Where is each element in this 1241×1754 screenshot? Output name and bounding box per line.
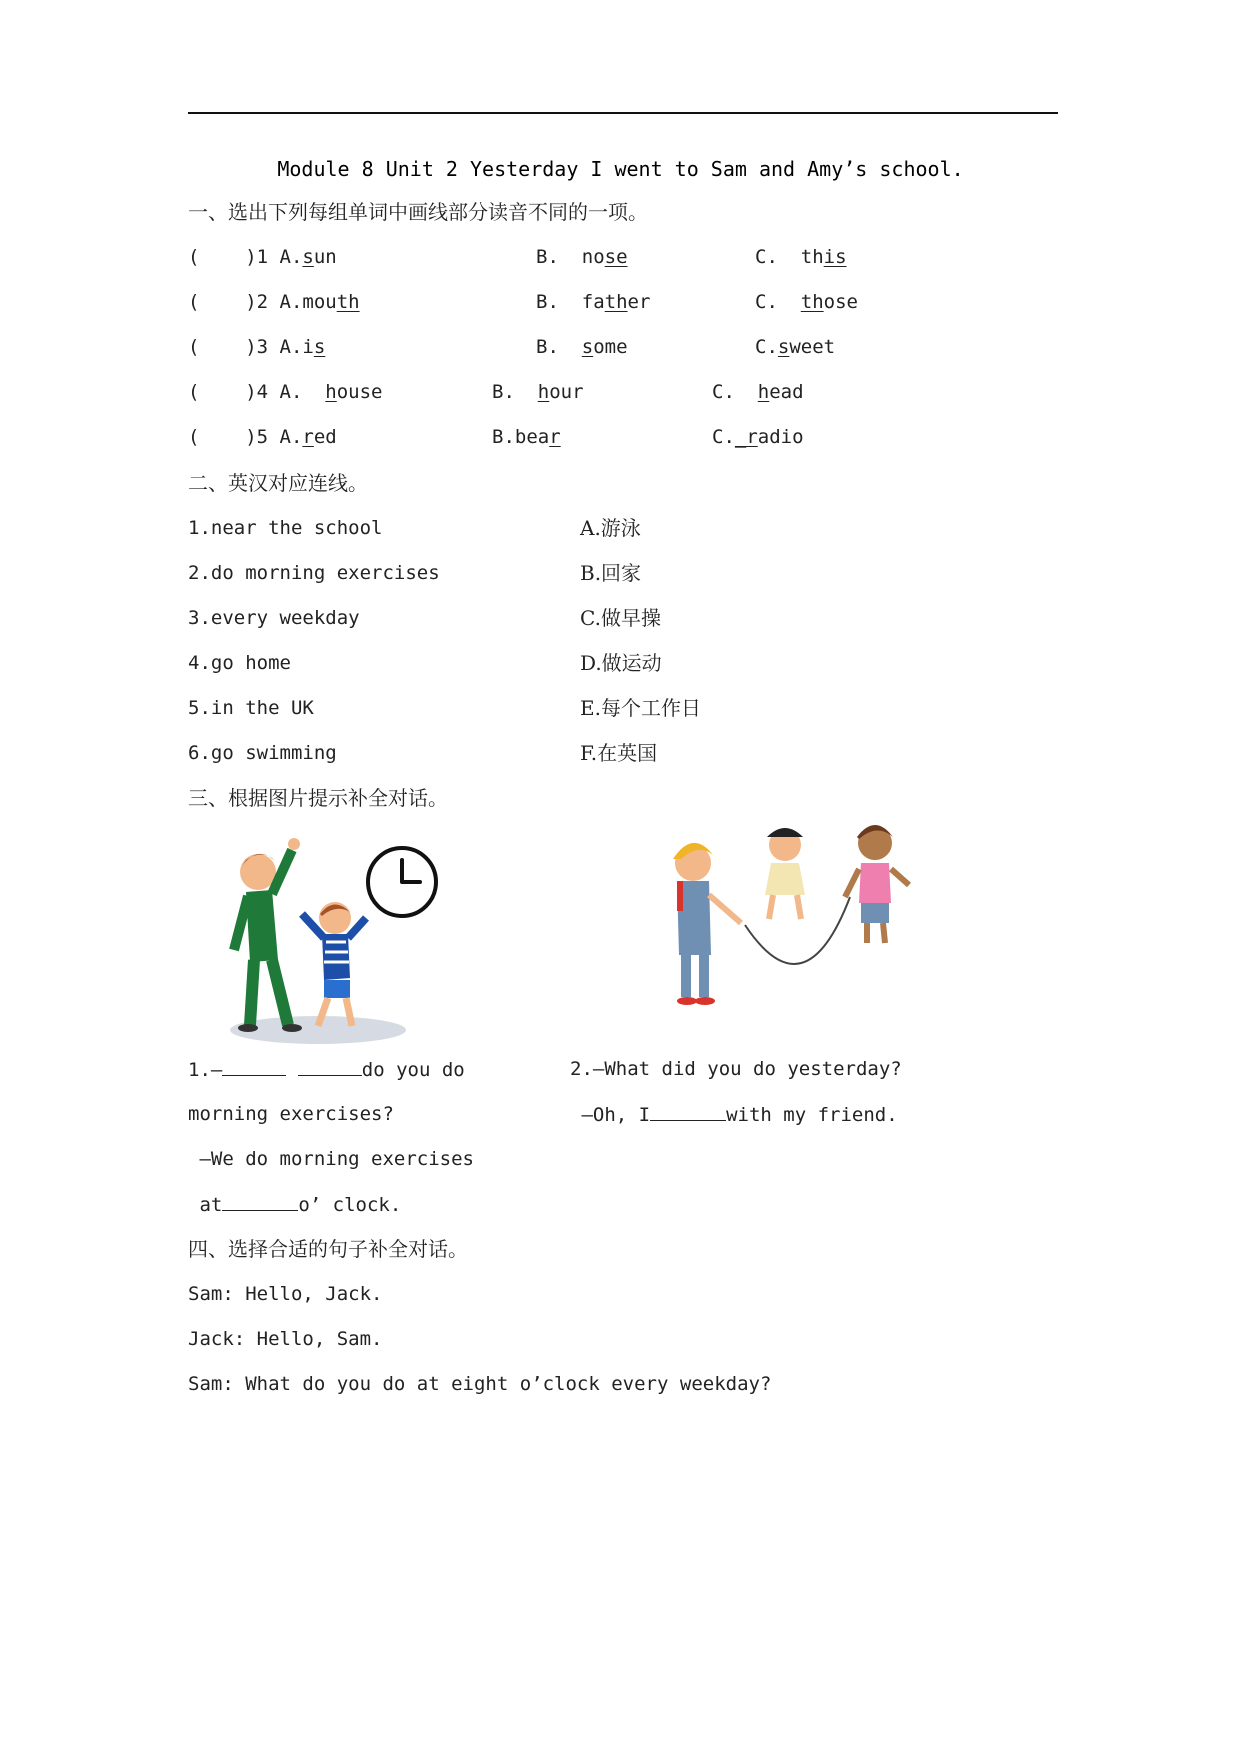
worksheet-title: Module 8 Unit 2 Yesterday I went to Sam and Amy’s school. [277,157,964,181]
option-c: C._radio [712,426,804,448]
match-left-item: 2.do morning exercises [188,562,440,584]
dialog-line: Sam: Hello, Jack. [188,1283,383,1305]
option-c: C.sweet [755,336,836,358]
match-left-item: 1.near the school [188,517,383,539]
option-b: B.bear [492,426,561,448]
skipping-rope-illustration [655,815,935,1015]
header-rule [188,112,1058,114]
q1-line2: morning exercises? [188,1103,394,1125]
q2-line2 [570,1102,898,1127]
q1-text: do you do [361,1059,465,1081]
option-c: C. this [755,246,847,268]
match-left-item: 3.every weekday [188,607,360,629]
match-right-item: C.做早操 [580,606,661,630]
match-right-item: E.每个工作日 [580,696,701,720]
option-c: C. those [755,291,858,313]
q2-suffix: with my friend. [726,1104,898,1126]
match-left-item: 4.go home [188,652,291,674]
match-right-item: F.在英国 [580,741,658,765]
match-right-item: D.做运动 [580,651,662,675]
option-a: ( )2 A.mouth [188,291,360,313]
option-b: B. some [536,336,628,358]
match-right-item: A.游泳 [580,516,641,540]
answer-blank[interactable] [298,1057,362,1076]
answer-blank[interactable] [222,1057,286,1076]
match-right-item: B.回家 [580,561,642,585]
q1-line1 [188,1057,465,1082]
option-a: ( )4 A. house [188,381,383,403]
option-b: B. hour [492,381,584,403]
section1-heading: 一、选出下列每组单词中画线部分读音不同的一项。 [188,200,648,224]
section3-heading: 三、根据图片提示补全对话。 [188,786,448,810]
option-a: ( )3 A.is [188,336,326,358]
dialog-line: Jack: Hello, Sam. [188,1328,383,1350]
q1-line3: —We do morning exercises [188,1148,474,1170]
match-left-item: 6.go swimming [188,742,337,764]
option-a: ( )1 A.sun [188,246,337,268]
q1-line4 [188,1192,401,1217]
morning-exercise-illustration [220,830,500,1050]
answer-blank[interactable] [222,1192,298,1211]
q1-prefix: 1.— [188,1059,223,1081]
q2-line1: 2.—What did you do yesterday? [570,1058,902,1080]
section4-heading: 四、选择合适的句子补全对话。 [188,1237,468,1261]
option-b: B. nose [536,246,628,268]
dialog-line: Sam: What do you do at eight o’clock every weekday? [188,1373,772,1395]
q2-prefix: —Oh, I [570,1104,651,1126]
option-c: C. head [712,381,804,403]
match-left-item: 5.in the UK [188,697,314,719]
answer-blank[interactable] [650,1102,726,1121]
option-a: ( )5 A.red [188,426,337,448]
q1-clock: o’ clock. [298,1194,402,1216]
section2-heading: 二、英汉对应连线。 [188,471,368,495]
option-b: B. father [536,291,651,313]
q1-at: at [188,1194,223,1216]
